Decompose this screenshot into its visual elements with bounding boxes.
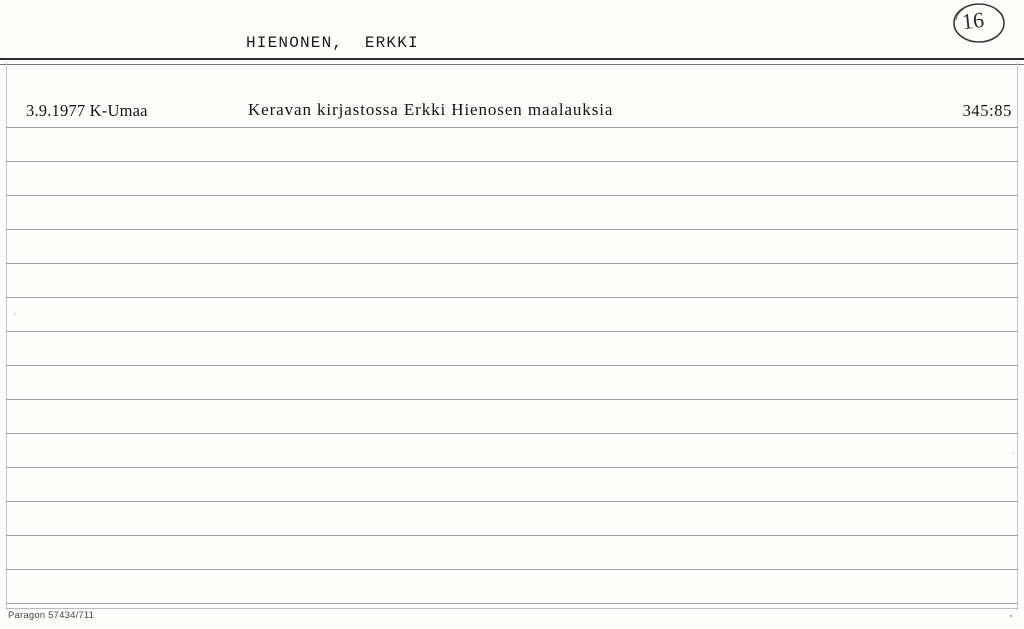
ruled-line xyxy=(6,365,1018,366)
paper-speck xyxy=(13,313,16,315)
entry-date: 3.9.1977 K-Umaa xyxy=(26,101,148,120)
ruled-line xyxy=(6,535,1018,536)
header-rule-top xyxy=(0,58,1024,60)
ruled-line xyxy=(6,161,1018,162)
entry-reference: 345:85 xyxy=(962,101,1012,120)
catalog-entry xyxy=(0,101,1024,123)
ruled-line xyxy=(6,297,1018,298)
left-margin-guide xyxy=(6,62,7,610)
ruled-line xyxy=(6,608,1018,609)
header-rule-bottom xyxy=(0,64,1024,65)
card-number-annotation xyxy=(950,2,1008,44)
ruled-line xyxy=(6,263,1018,264)
ruled-line xyxy=(6,433,1018,434)
footer-imprint: Paragon 57434/711 xyxy=(8,610,95,621)
ruled-line xyxy=(6,399,1018,400)
page-title: HIENONEN, ERKKI xyxy=(246,34,419,52)
card-number-value: 16 xyxy=(960,6,986,35)
paper-speck xyxy=(1012,452,1014,454)
ruled-line xyxy=(6,501,1018,502)
footer-mark xyxy=(1010,615,1012,617)
right-margin-guide xyxy=(1017,62,1018,610)
ruled-line xyxy=(6,127,1018,128)
ruled-line xyxy=(6,229,1018,230)
entry-title: Keravan kirjastossa Erkki Hienosen maalauksia xyxy=(248,100,614,119)
ruled-line xyxy=(6,331,1018,332)
ruled-line xyxy=(6,195,1018,196)
ruled-line xyxy=(6,569,1018,570)
ruled-line xyxy=(6,603,1018,604)
ruled-line xyxy=(6,467,1018,468)
